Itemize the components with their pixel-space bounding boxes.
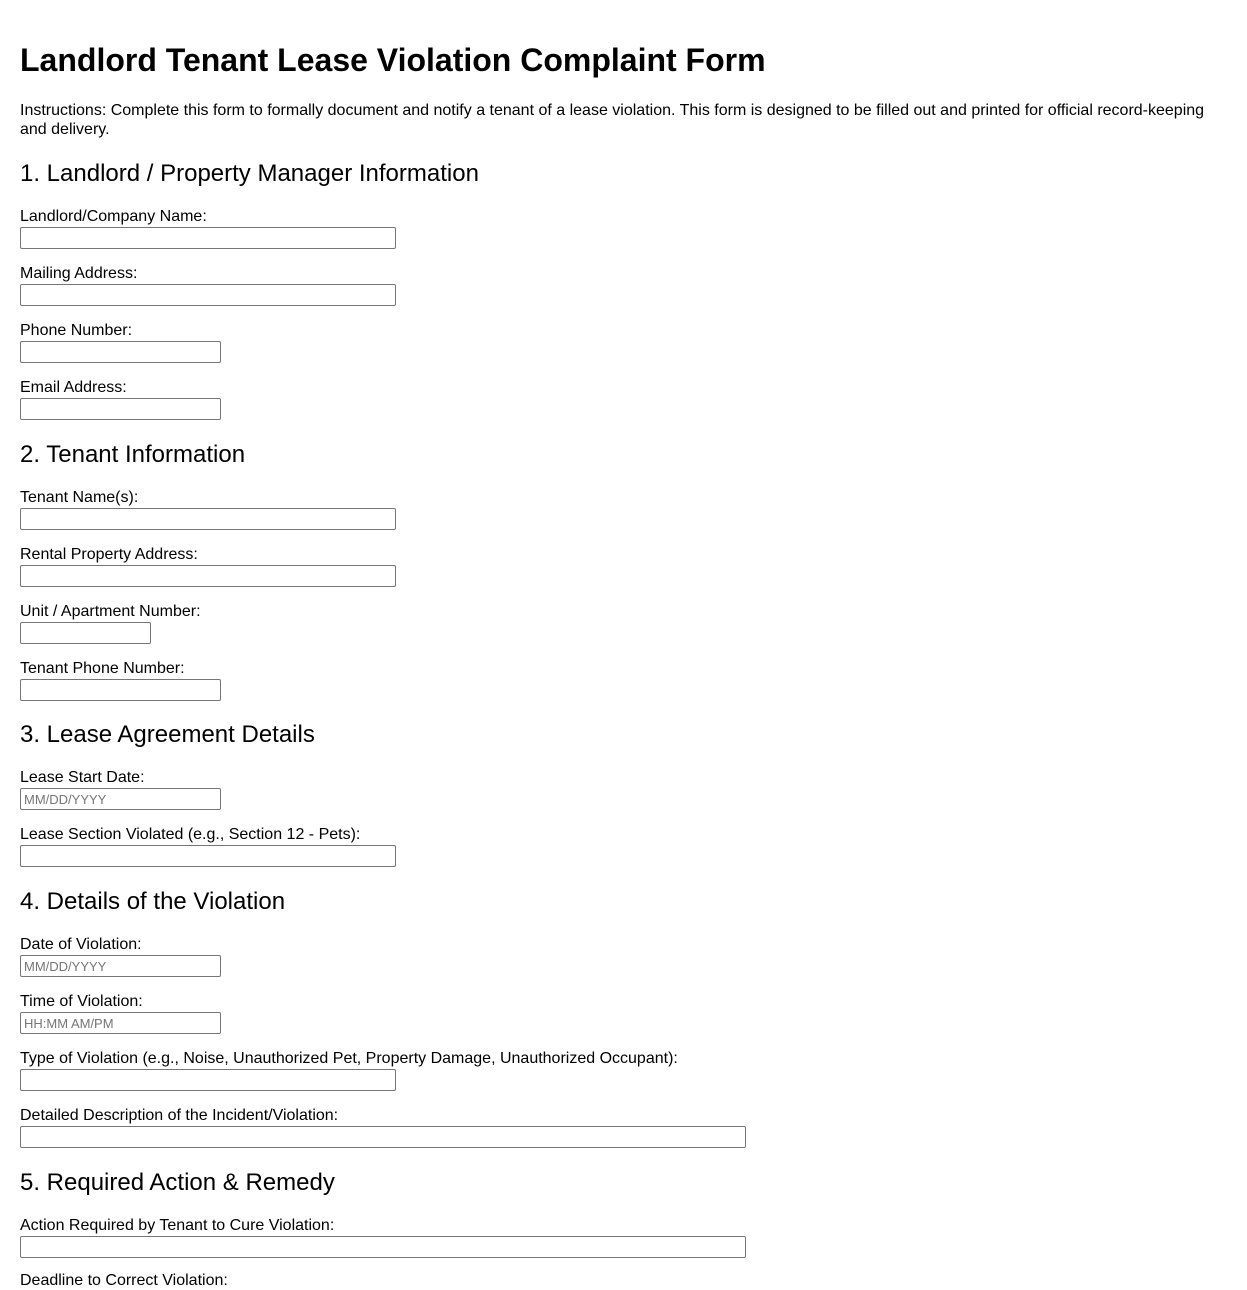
email-address-input[interactable] [20,398,221,420]
rental-address-input[interactable] [20,565,396,587]
section-title-remedy: 5. Required Action & Remedy [20,1169,335,1196]
section-title-landlord: 1. Landlord / Property Manager Information [20,160,479,187]
section-title-tenant: 2. Tenant Information [20,441,246,468]
landlord-name-input[interactable] [20,227,396,249]
email-address-label: Email Address: [20,379,127,396]
unit-number-input[interactable] [20,622,151,644]
instructions-text: Instructions: Complete this form to formally document and notify a tenant of a lease violation. This form is designed to be filled out and printed for official record-keeping and delivery. [20,102,1205,138]
violation-description-label: Detailed Description of the Incident/Violation: [20,1107,339,1124]
section-title-lease: 3. Lease Agreement Details [20,721,315,748]
violation-date-label: Date of Violation: [20,936,142,953]
phone-number-label: Phone Number: [20,322,133,339]
tenant-phone-label: Tenant Phone Number: [20,660,185,677]
tenant-phone-input[interactable] [20,679,221,701]
page-title: Landlord Tenant Lease Violation Complaint Form [20,42,766,78]
violation-description-input[interactable] [20,1126,746,1148]
violation-type-input[interactable] [20,1069,396,1091]
lease-section-label: Lease Section Violated (e.g., Section 12 - Pets): [20,826,361,843]
mailing-address-label: Mailing Address: [20,265,138,282]
action-required-label: Action Required by Tenant to Cure Violation: [20,1217,335,1234]
violation-date-input[interactable] [20,955,221,977]
tenant-name-input[interactable] [20,508,396,530]
tenant-name-label: Tenant Name(s): [20,489,139,506]
unit-number-label: Unit / Apartment Number: [20,603,201,620]
violation-time-input[interactable] [20,1012,221,1034]
action-required-input[interactable] [20,1236,746,1258]
lease-start-input[interactable] [20,788,221,810]
deadline-label: Deadline to Correct Violation: [20,1272,228,1289]
violation-type-label: Type of Violation (e.g., Noise, Unauthorized Pet, Property Damage, Unauthorized Occupant): [20,1050,678,1067]
rental-address-label: Rental Property Address: [20,546,198,563]
mailing-address-input[interactable] [20,284,396,306]
section-title-violation: 4. Details of the Violation [20,888,286,915]
lease-section-input[interactable] [20,845,396,867]
lease-start-label: Lease Start Date: [20,769,145,786]
phone-number-input[interactable] [20,341,221,363]
landlord-name-label: Landlord/Company Name: [20,208,207,225]
violation-time-label: Time of Violation: [20,993,143,1010]
